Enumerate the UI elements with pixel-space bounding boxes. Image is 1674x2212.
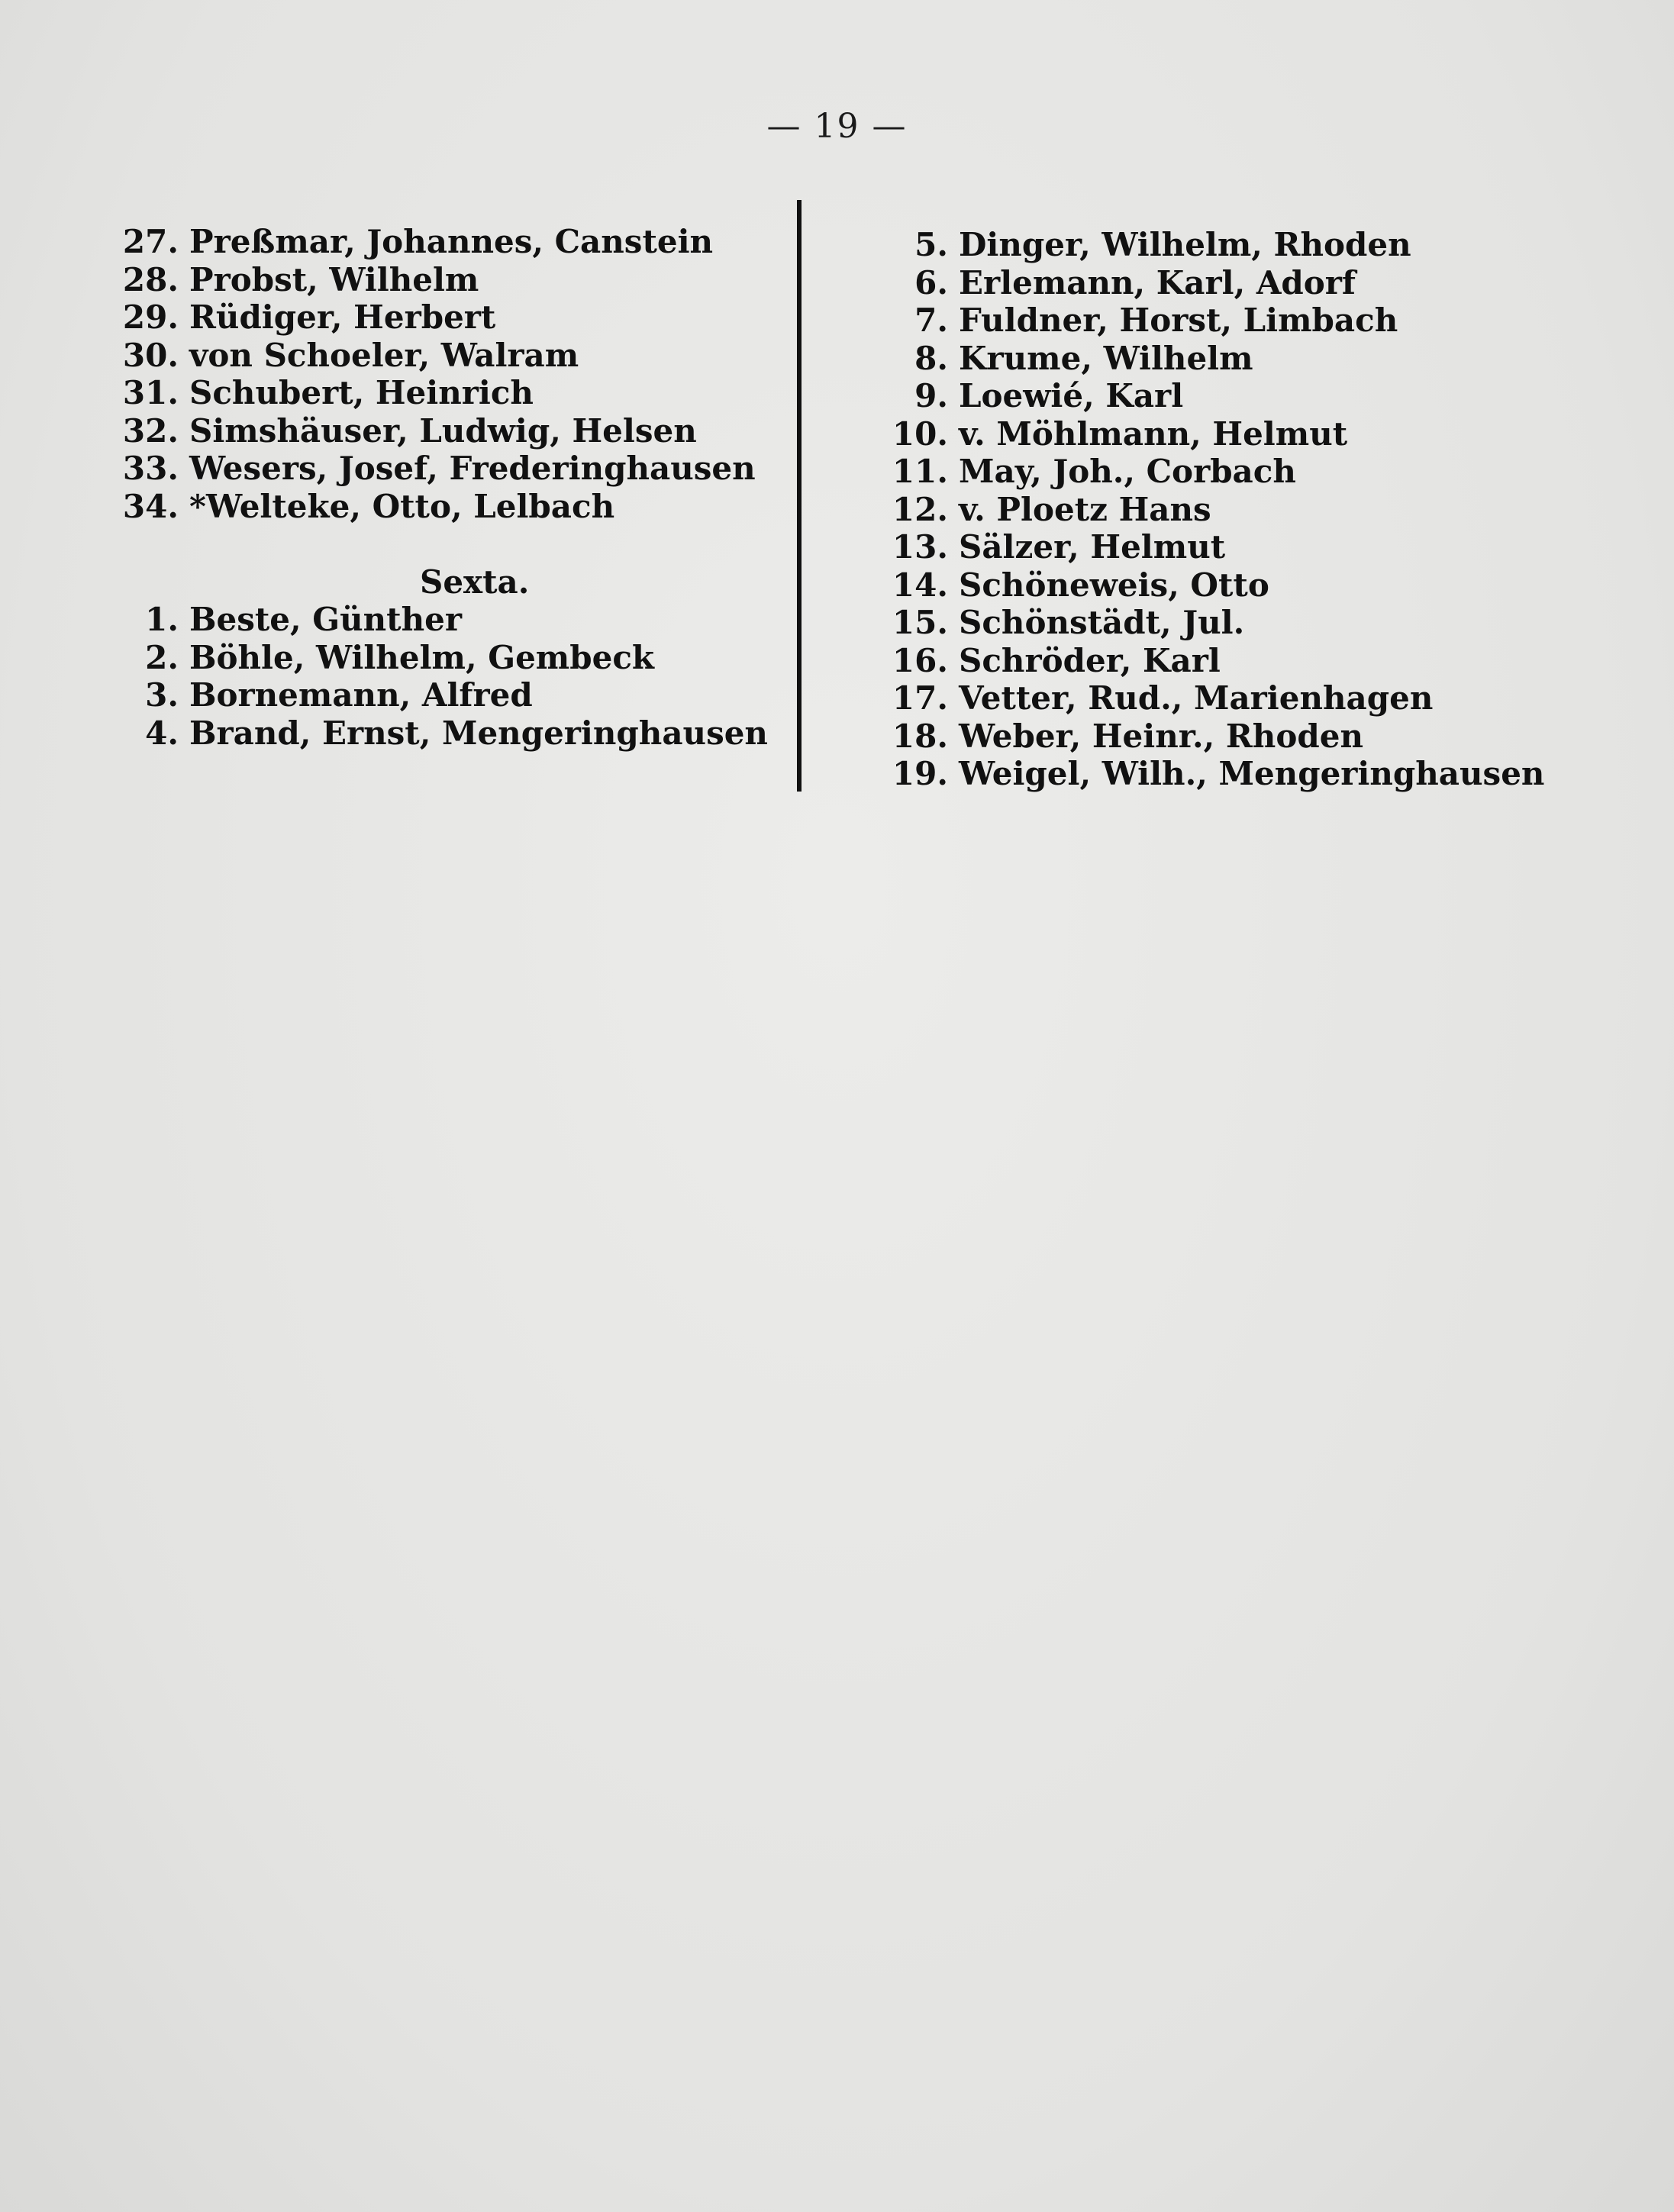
student-name: Weigel, Wilh., Mengeringhausen xyxy=(959,755,1545,792)
list-item: 28. Probst, Wilhelm xyxy=(122,260,479,298)
bleed-through-background xyxy=(92,786,1580,2069)
student-name: Rüdiger, Herbert xyxy=(189,298,496,336)
list-item: 34. *Welteke, Otto, Lelbach xyxy=(122,487,615,525)
list-item: 18. Weber, Heinr., Rhoden xyxy=(892,717,1363,755)
page-number: — 19 — xyxy=(766,107,908,146)
student-name: Schröder, Karl xyxy=(959,641,1221,679)
student-name: Bornemann, Alfred xyxy=(189,676,533,714)
section-heading: Sexta. xyxy=(420,563,530,601)
list-item: 13. Sälzer, Helmut xyxy=(892,528,1226,566)
student-name: Vetter, Rud., Marienhagen xyxy=(959,679,1434,717)
student-name: Brand, Ernst, Mengeringhausen xyxy=(189,714,768,752)
list-item: 6. Erlemann, Karl, Adorf xyxy=(914,263,1356,301)
student-name: Preßmar, Johannes, Canstein xyxy=(189,223,714,260)
right-column xyxy=(884,226,1544,793)
list-item: 9. Loewié, Karl xyxy=(914,377,1184,414)
list-item: 4. Brand, Ernst, Mengeringhausen xyxy=(145,714,768,752)
student-name: Böhle, Wilhelm, Gembeck xyxy=(189,638,654,676)
list-item: 5. Dinger, Wilhelm, Rhoden xyxy=(914,226,1411,263)
list-item: 11. May, Joh., Corbach xyxy=(892,453,1296,490)
student-name: Weber, Heinr., Rhoden xyxy=(959,717,1363,755)
student-name: *Welteke, Otto, Lelbach xyxy=(189,487,615,525)
student-name: Dinger, Wilhelm, Rhoden xyxy=(959,226,1411,263)
list-item: 10. v. Möhlmann, Helmut xyxy=(892,414,1348,453)
student-name: v. Ploetz Hans xyxy=(959,490,1211,528)
list-item: 33. Wesers, Josef, Frederinghausen xyxy=(122,450,756,487)
list-item: 32. Simshäuser, Ludwig, Helsen xyxy=(122,411,697,450)
column-divider xyxy=(797,200,802,792)
list-item: 30. von Schoeler, Walram xyxy=(122,336,579,374)
student-name: May, Joh., Corbach xyxy=(959,453,1296,490)
list-item: 19. Weigel, Wilh., Mengeringhausen xyxy=(892,755,1545,792)
student-name: Sälzer, Helmut xyxy=(959,528,1226,566)
list-item: 1. Beste, Günther xyxy=(145,601,462,638)
student-name: Fuldner, Horst, Limbach xyxy=(959,301,1398,339)
list-item: 12. v. Ploetz Hans xyxy=(892,490,1211,528)
student-name: Schönstädt, Jul. xyxy=(959,604,1245,641)
left-column xyxy=(115,223,768,752)
list-item: 17. Vetter, Rud., Marienhagen xyxy=(892,679,1434,717)
list-item: 8. Krume, Wilhelm xyxy=(914,339,1253,377)
list-item: 29. Rüdiger, Herbert xyxy=(122,298,496,336)
student-name: Erlemann, Karl, Adorf xyxy=(959,263,1356,301)
student-name: Schubert, Heinrich xyxy=(189,374,534,411)
list-item: 15. Schönstädt, Jul. xyxy=(892,604,1245,641)
list-item: 2. Böhle, Wilhelm, Gembeck xyxy=(145,638,654,676)
student-name: Wesers, Josef, Frederinghausen xyxy=(189,450,756,487)
student-name: von Schoeler, Walram xyxy=(189,336,579,374)
list-item: 14. Schöneweis, Otto xyxy=(892,566,1269,604)
student-name: Loewié, Karl xyxy=(959,377,1184,414)
list-item: 31. Schubert, Heinrich xyxy=(122,374,534,411)
student-name: Krume, Wilhelm xyxy=(959,339,1253,377)
student-name: Simshäuser, Ludwig, Helsen xyxy=(189,411,697,450)
student-name: v. Möhlmann, Helmut xyxy=(959,414,1348,453)
student-name: Probst, Wilhelm xyxy=(189,260,479,298)
student-name: Schöneweis, Otto xyxy=(959,566,1269,604)
list-item: 3. Bornemann, Alfred xyxy=(145,676,533,714)
list-item: 7. Fuldner, Horst, Limbach xyxy=(914,301,1398,339)
student-name: Beste, Günther xyxy=(189,601,462,638)
list-item: 27. Preßmar, Johannes, Canstein xyxy=(122,223,714,260)
list-item: 16. Schröder, Karl xyxy=(892,641,1221,679)
